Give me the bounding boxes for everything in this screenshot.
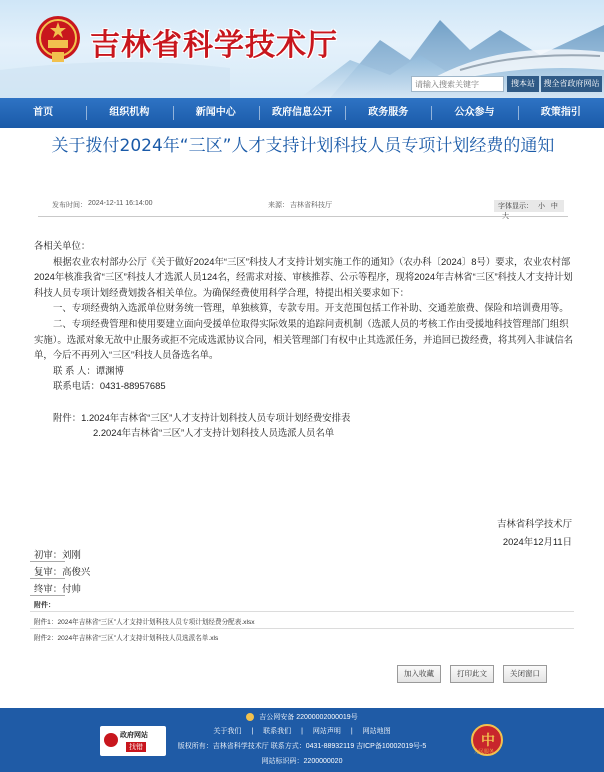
attachments-divider xyxy=(30,628,574,629)
nav-item-home[interactable]: 首页 xyxy=(33,107,54,118)
footer-separator: | xyxy=(301,728,303,735)
site-title[interactable]: 吉林省科学技术厅 xyxy=(90,28,338,63)
police-badge-icon xyxy=(246,713,254,721)
paragraph-3: 二、专项经费管理和使用要建立面向受援单位取得实际效果的追踪问责机制（选派人员的考核工作由受援地科技管理部门组织实施）。选派对象无故中止服务或拒不完成选派协议合同，相关管理部门有权中止其选派任务，并追回已拨经费，将其列入非诚信名单，今后不再列入“三区”科技人员备选名单。 xyxy=(34,317,574,361)
site-code: 网站标识码：2200000020 xyxy=(261,758,343,765)
first-review: 初审：刘刚 xyxy=(34,549,81,560)
attachment-note-2: 2.2024年吉林省“三区”人才支持计划科技人员选派人员名单 xyxy=(93,427,335,439)
badge-bottom-text: 找错 xyxy=(126,742,146,752)
badge-glyph: 中 xyxy=(481,732,495,748)
badge-right-text: 为民服务 xyxy=(474,749,495,755)
attachment-link-2[interactable]: 附件2：2024年吉林省“三区”人才支持计划科技人员选派名单.xls xyxy=(34,635,219,642)
print-button[interactable]: 打印此文 xyxy=(450,665,494,683)
header-banner xyxy=(0,0,604,98)
publish-time: 2024-12-11 16:14:00 xyxy=(88,200,153,207)
footer xyxy=(0,708,604,772)
footer-link-about[interactable]: 关于我们 xyxy=(213,728,242,735)
service-badge-icon[interactable] xyxy=(471,724,503,756)
province-search-button[interactable]: 搜全省政府网站 xyxy=(541,76,602,92)
attachments-divider xyxy=(30,611,574,612)
article-meta xyxy=(40,198,564,214)
badge-top-text: 政府网站 xyxy=(120,732,148,739)
article-body xyxy=(34,238,574,441)
staff-divider xyxy=(30,561,65,562)
footer-link-sitemap[interactable]: 网站地图 xyxy=(362,728,391,735)
source-value: 吉林省科技厅 xyxy=(290,202,332,209)
font-size-label: 字体显示： xyxy=(498,203,533,210)
nav-item-policy[interactable]: 政策指引 xyxy=(518,98,604,128)
footer-link-contact[interactable]: 联系我们 xyxy=(263,728,292,735)
meta-divider xyxy=(38,216,568,217)
gov-website-error-badge[interactable] xyxy=(100,726,166,756)
attachment-note-1: 附件：1.2024年吉林省“三区”人才支持计划科技人员专项计划经费安排表 xyxy=(53,411,351,423)
footer-link-statement[interactable]: 网站声明 xyxy=(312,728,341,735)
add-favorite-button[interactable]: 加入收藏 xyxy=(397,665,441,683)
sign-organization: 吉林省科学技术厅 xyxy=(496,518,572,529)
salutation: 各相关单位： xyxy=(34,240,91,251)
police-record[interactable]: 吉公网安备 22000002000019号 xyxy=(259,714,358,721)
nav-item-organization[interactable]: 组织机构 xyxy=(86,98,172,128)
paragraph-2: 一、专项经费纳入选派单位财务统一管理，单独核算，专款专用。开支范围包括工作补助、交通差旅费、保险和培训费用等。 xyxy=(53,302,569,314)
nav-item-services[interactable]: 政务服务 xyxy=(345,98,431,128)
attachments-title: 附件： xyxy=(34,602,55,609)
site-search-button[interactable]: 搜本站 xyxy=(507,76,539,92)
publish-label: 发布时间： xyxy=(52,202,87,209)
second-review: 复审：高俊兴 xyxy=(34,566,91,577)
staff-divider xyxy=(30,595,65,596)
footer-separator: | xyxy=(251,728,254,735)
article-title: 关于拨付2024年“三区”人才支持计划科技人员专项计划经费的通知 xyxy=(51,136,555,156)
badge-emblem-icon xyxy=(104,733,118,747)
nav-item-participation[interactable]: 公众参与 xyxy=(431,98,517,128)
main-nav xyxy=(0,98,604,128)
paragraph-1: 根据农业农村部办公厅《关于做好2024年“三区”科技人才支持计划实施工作的通知》（农办科〔2024〕8号）要求，农业农村部2024年核准我省“三区”科技人才选派人员124名，经需求对接、审核推荐、公示等程序，现将2024年吉林省“三区”科技人才支持计划科技人员专项计划经费划拨各相关单位。为确保经费使用科学合理，特提出相关要求如下： xyxy=(34,255,573,298)
font-size-control xyxy=(494,200,564,212)
font-size-medium[interactable]: 中 xyxy=(550,203,558,210)
source-label: 来源： xyxy=(268,202,289,209)
contact-person: 联 系 人：谭渊博 xyxy=(53,364,124,376)
staff-divider xyxy=(30,578,65,579)
national-emblem-icon xyxy=(34,14,82,66)
final-review: 终审：付帅 xyxy=(34,583,81,594)
close-window-button[interactable]: 关闭窗口 xyxy=(503,665,547,683)
nav-item-news[interactable]: 新闻中心 xyxy=(173,98,259,128)
nav-item-info-disclosure[interactable]: 政府信息公开 xyxy=(259,98,345,128)
attachment-link-1[interactable]: 附件1：2024年吉林省“三区”人才支持计划科技人员专项计划经费分配表.xlsx xyxy=(34,619,255,626)
contact-phone: 联系电话：0431-88957685 xyxy=(53,380,166,392)
search-input[interactable] xyxy=(411,76,504,92)
font-size-small[interactable]: 小 xyxy=(537,203,545,210)
copyright: 版权所有：吉林省科学技术厅 联系方式：0431-88932119 吉ICP备10002019号-5 xyxy=(177,743,427,750)
sign-date: 2024年12月11日 xyxy=(502,536,572,547)
footer-separator: | xyxy=(350,728,353,735)
